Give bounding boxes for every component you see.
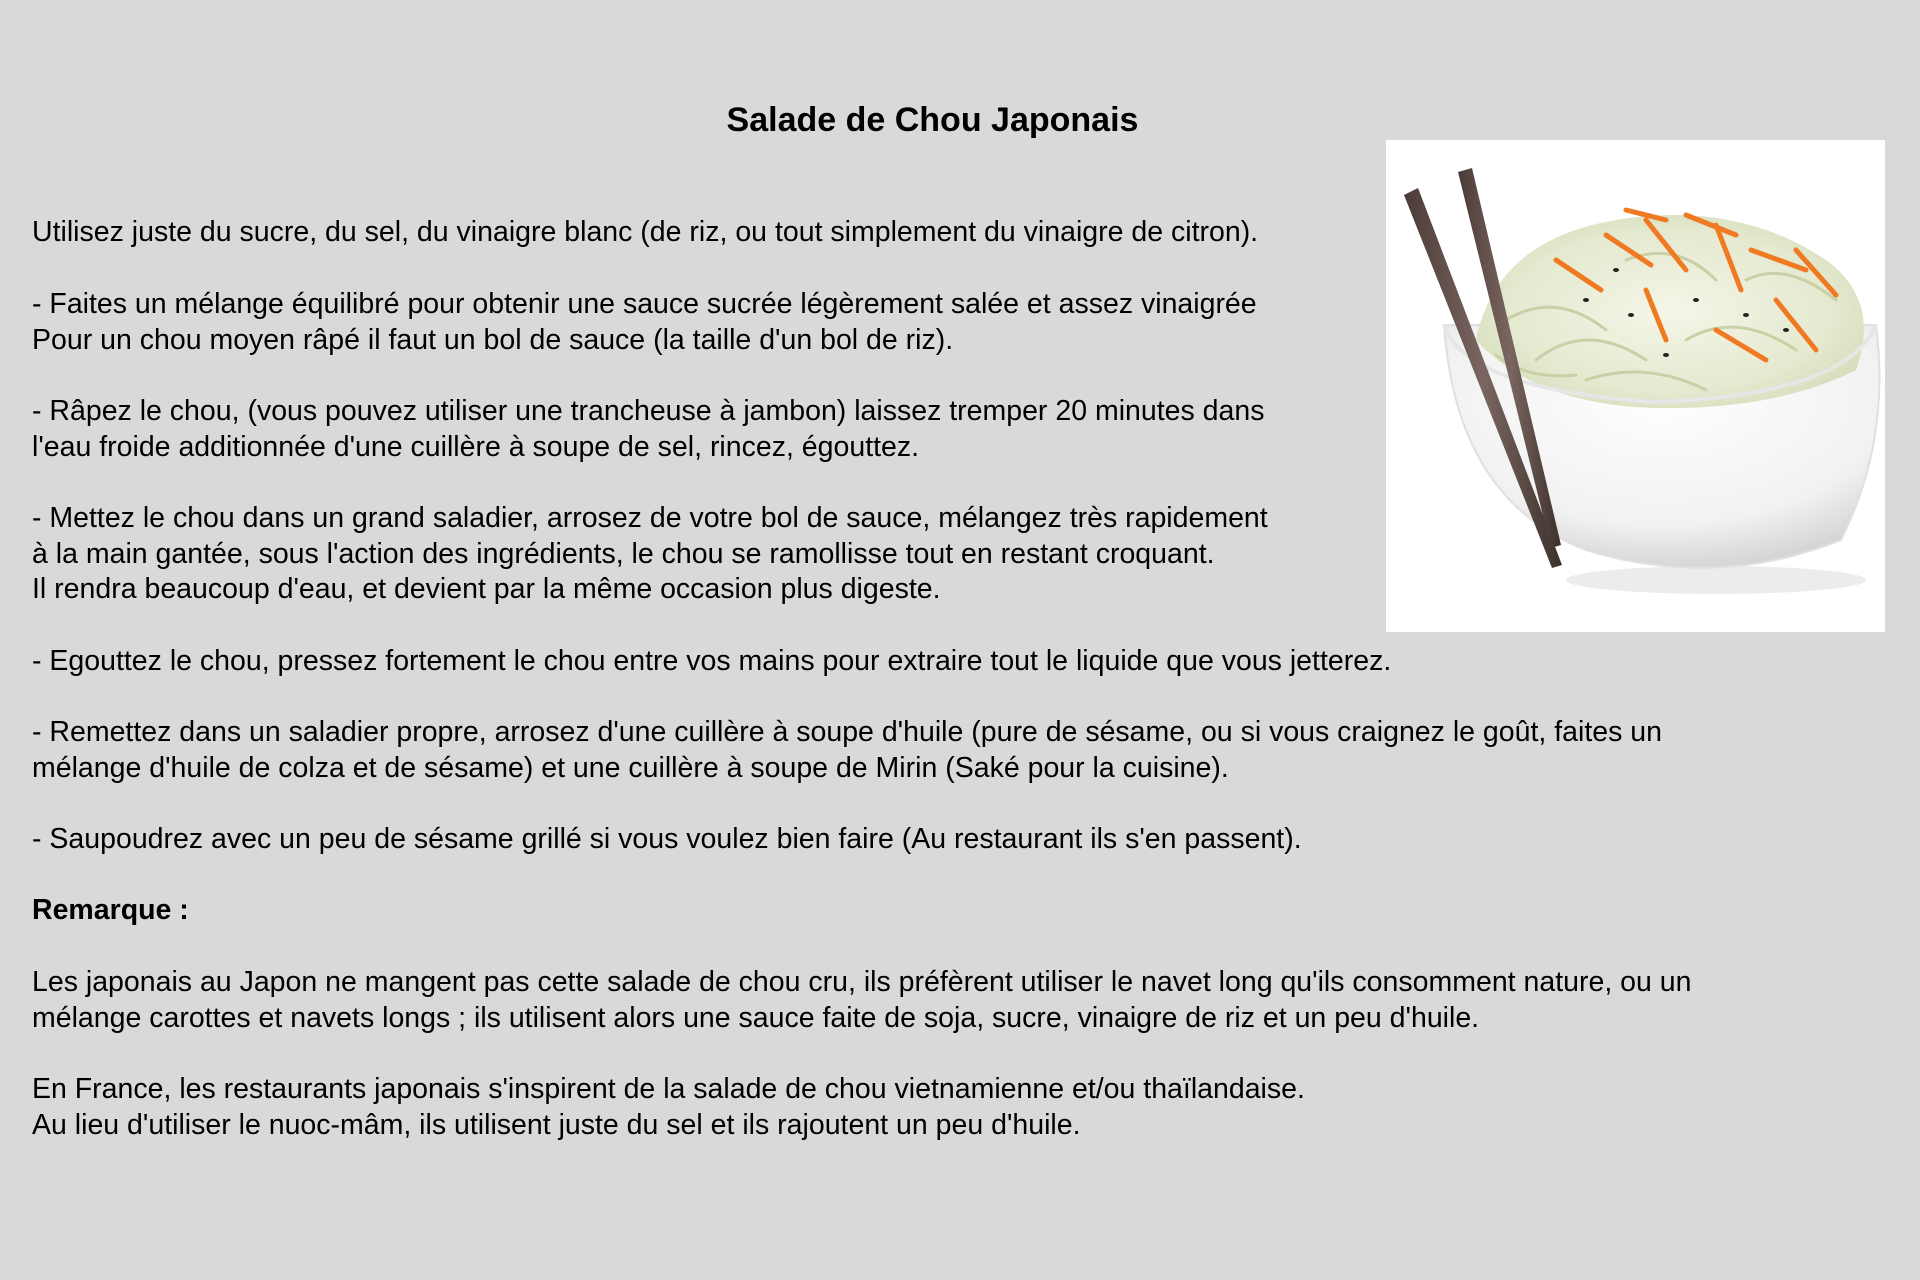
step-line: - Faites un mélange équilibré pour obtenir une sauce sucrée légèrement salée et assez vinaigrée <box>32 288 1257 320</box>
recipe-intro <box>32 215 1892 251</box>
step-line: - Egouttez le chou, pressez fortement le chou entre vos mains pour extraire tout le liquide que vous jetterez. <box>32 645 1392 677</box>
recipe-step-3 <box>32 501 1892 608</box>
intro-text: Utilisez juste du sucre, du sel, du vinaigre blanc (de riz, ou tout simplement du vinaigre de citron). <box>32 216 1259 248</box>
page-title: Salade de Chou Japonais <box>726 101 1139 139</box>
recipe-step-6 <box>32 822 1892 858</box>
step-line: - Remettez dans un saladier propre, arrosez d'une cuillère à soupe d'huile (pure de sésame, ou si vous craignez le goût, faites un <box>32 716 1662 748</box>
step-line: à la main gantée, sous l'action des ingrédients, le chou se ramollisse tout en restant croquant. <box>32 537 1215 570</box>
remark-heading: Remarque : <box>32 894 189 926</box>
step-line: mélange d'huile de colza et de sésame) et une cuillère à soupe de Mirin (Saké pour la cuisine). <box>32 751 1229 784</box>
step-line: - Saupoudrez avec un peu de sésame grillé si vous voulez bien faire (Au restaurant ils s'en passent). <box>32 823 1302 855</box>
remark-line: Les japonais au Japon ne mangent pas cette salade de chou cru, ils préfèrent utiliser le navet long qu'ils consomment nature, ou un <box>32 966 1692 998</box>
step-line: - Mettez le chou dans un grand saladier, arrosez de votre bol de sauce, mélangez très rapidement <box>32 502 1268 534</box>
step-line: Pour un chou moyen râpé il faut un bol de sauce (la taille d'un bol de riz). <box>32 323 954 356</box>
step-line: l'eau froide additionnée d'une cuillère à soupe de sel, rincez, égouttez. <box>32 430 920 463</box>
recipe-step-4 <box>32 644 1892 680</box>
step-line: Il rendra beaucoup d'eau, et devient par la même occasion plus digeste. <box>32 573 941 605</box>
remark-line: En France, les restaurants japonais s'inspirent de la salade de chou vietnamienne et/ou thaïlandaise. <box>32 1073 1305 1105</box>
step-line: - Râpez le chou, (vous pouvez utiliser une trancheuse à jambon) laissez tremper 20 minutes dans <box>32 395 1265 427</box>
recipe-step-5 <box>32 715 1892 786</box>
remark-1 <box>32 965 1892 1036</box>
remark-line: mélange carottes et navets longs ; ils utilisent alors une sauce faite de soja, sucre, vinaigre de riz et un peu d'huile. <box>32 1001 1480 1034</box>
recipe-step-1 <box>32 287 1892 358</box>
recipe-step-2 <box>32 394 1892 465</box>
remark-2 <box>32 1072 1892 1143</box>
remark-line: Au lieu d'utiliser le nuoc-mâm, ils utilisent juste du sel et ils rajoutent un peu d'huile. <box>32 1108 1081 1141</box>
